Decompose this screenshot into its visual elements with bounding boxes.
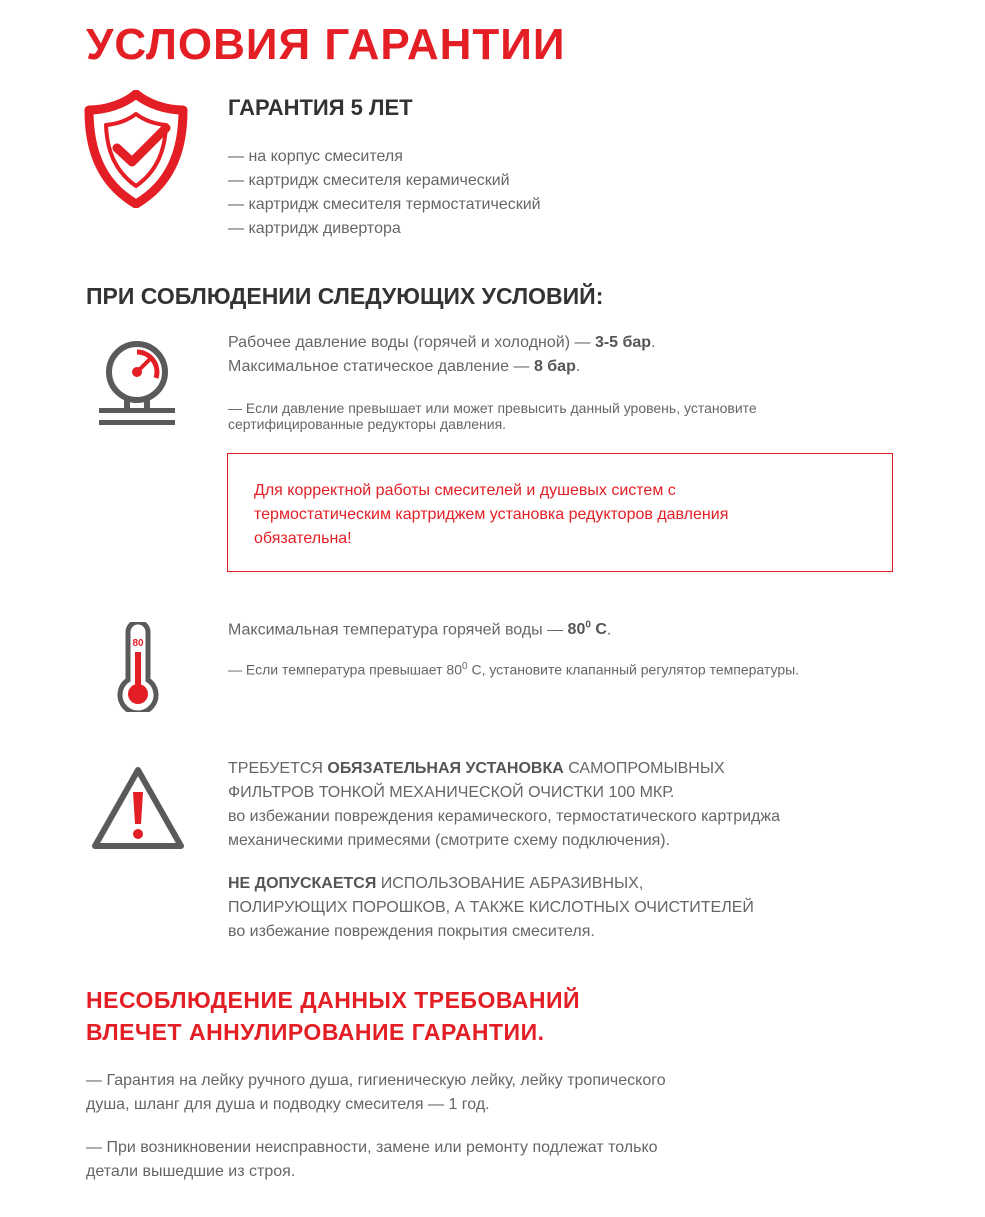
warranty-note-1: — Гарантия на лейку ручного душа, гигиеническую лейку, лейку тропического душа, шланг для душа и подводку смесителя — 1 год. — [86, 1072, 666, 1113]
page-title: УСЛОВИЯ ГАРАНТИИ — [86, 20, 566, 69]
shield-check-icon — [84, 90, 188, 208]
guarantee-list — [228, 145, 541, 241]
thermometer-icon-label: 80 — [132, 638, 144, 649]
list-item: — картридж смесителя термостатический — [228, 196, 541, 213]
temperature-line: Максимальная температура горячей воды — $80^0$ С. — [228, 620, 612, 639]
warning-triangle-icon — [90, 764, 186, 852]
list-item: — картридж смесителя керамический — [228, 172, 510, 189]
pressure-line-2: Максимальное статическое давление — 8 бар. — [228, 358, 581, 375]
guarantee-heading: ГАРАНТИЯ 5 ЛЕТ — [228, 95, 413, 120]
pressure-gauge-icon — [96, 338, 180, 428]
filters-paragraph: ТРЕБУЕТСЯ ОБЯЗАТЕЛЬНАЯ УСТАНОВКА САМОПРОМЫВНЫХ ФИЛЬТРОВ ТОНКОЙ МЕХАНИЧЕСКОЙ ОЧИСТКИ 100 МКР. во избежании повреждения керамического, термостатического картриджа механическими примесями (смотрите схему подключения). — [228, 760, 780, 849]
pressure-alert-box — [227, 453, 893, 572]
list-item: — на корпус смесителя — [228, 148, 403, 165]
temperature-note: — Если температура превышает $80^0$ С, установите клапанный регулятор температуры. — [228, 661, 800, 678]
warranty-note-2: — При возникновении неисправности, замене или ремонту подлежат только детали вышедшие из строя. — [86, 1139, 658, 1180]
pressure-alert-text: Для корректной работы смесителей и душевых систем с термостатическим картриджем установка редукторов давления обязательна! — [254, 482, 729, 547]
pressure-line-1: Рабочее давление воды (горячей и холодной) — 3-5 бар. — [228, 334, 656, 351]
conditions-heading: ПРИ СОБЛЮДЕНИИ СЛЕДУЮЩИХ УСЛОВИЙ: — [86, 283, 604, 309]
warranty-void-heading: НЕСОБЛЮДЕНИЕ ДАННЫХ ТРЕБОВАНИЙ ВЛЕЧЕТ АННУЛИРОВАНИЕ ГАРАНТИИ. — [86, 987, 581, 1045]
list-item: — картридж дивертора — [228, 220, 401, 237]
abrasives-paragraph: НЕ ДОПУСКАЕТСЯ ИСПОЛЬЗОВАНИЕ АБРАЗИВНЫХ, ПОЛИРУЮЩИХ ПОРОШКОВ, А ТАКЖЕ КИСЛОТНЫХ ОЧИСТИТЕЛЕЙ во избежание повреждения покрытия смесителя. — [228, 875, 754, 940]
pressure-note: — Если давление превышает или может превысить данный уровень, установите сертифицированные редукторы давления. — [228, 400, 757, 432]
thermometer-icon — [115, 622, 161, 712]
